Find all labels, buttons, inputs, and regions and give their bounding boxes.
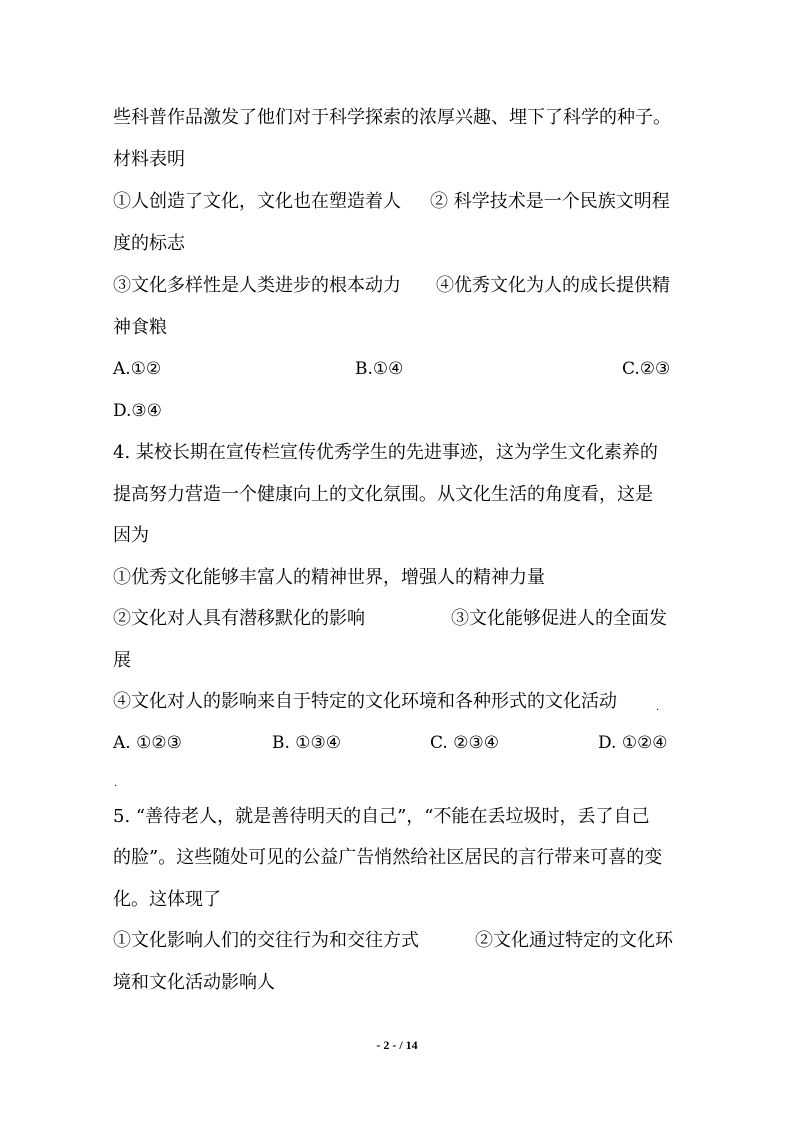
q4-choice-b[interactable]: B. ①③④ xyxy=(272,733,342,753)
q5-option-1: ①文化影响人们的交往行为和交往方式 xyxy=(113,930,419,951)
q3-choice-a[interactable]: A.①② xyxy=(113,359,162,379)
q4-choice-a[interactable]: A. ①②③ xyxy=(113,733,182,753)
q4-option-1: ①优秀文化能够丰富人的精神世界，增强人的精神力量 xyxy=(113,567,545,588)
stray-dot: . xyxy=(656,702,660,713)
q5-stem-line-3: 化。这体现了 xyxy=(113,889,221,910)
q3-choice-d[interactable]: D.③④ xyxy=(113,401,162,421)
q3-option-1: ①人创造了文化，文化也在塑造着人 xyxy=(113,191,401,212)
q4-choice-c[interactable]: C. ②③④ xyxy=(430,733,499,753)
q3-option-2: ② 科学技术是一个民族文明程 xyxy=(430,191,670,212)
q4-option-4: ④文化对人的影响来自于特定的文化环境和各种形式的文化活动 xyxy=(113,691,617,712)
page-number: - 2 - / 14 xyxy=(376,1038,418,1052)
q4-option-3: ③文化能够促进人的全面发 xyxy=(451,608,667,629)
q3-option-2-cont: 度的标志 xyxy=(113,233,185,254)
q3-material-end: 些科普作品激发了他们对于科学探索的浓厚兴趣、埋下了科学的种子。 xyxy=(113,107,671,128)
q3-option-4: ④优秀文化为人的成长提供精 xyxy=(436,275,670,296)
q4-stem-line-3: 因为 xyxy=(113,525,149,546)
q5-stem-line-2: 的脸”。这些随处可见的公益广告悄然给社区居民的言行带来可喜的变 xyxy=(113,847,663,868)
q3-choice-b[interactable]: B.①④ xyxy=(355,359,404,379)
q4-stem-line-1: 4. 某校长期在宣传栏宣传优秀学生的先进事迹，这为学生文化素养的 xyxy=(113,442,658,463)
q5-stem-line-1: 5. “善待老人，就是善待明天的自己”，“不能在丢垃圾时，丢了自己 xyxy=(113,806,650,827)
q5-option-2: ②文化通过特定的文化环 xyxy=(475,930,673,951)
q3-option-4-cont: 神食粮 xyxy=(113,317,167,338)
q4-choice-d[interactable]: D. ①②④ xyxy=(598,733,668,753)
q5-option-2-cont: 境和文化活动影响人 xyxy=(113,972,275,993)
stray-dot-2: . xyxy=(114,778,118,789)
q3-choice-c[interactable]: C.②③ xyxy=(622,359,671,379)
q4-option-3-cont: 展 xyxy=(113,650,131,671)
q3-option-3: ③文化多样性是人类进步的根本动力 xyxy=(113,275,401,296)
q4-option-2: ②文化对人具有潜移默化的影响 xyxy=(113,608,365,629)
q4-stem-line-2: 提高努力营造一个健康向上的文化氛围。从文化生活的角度看，这是 xyxy=(113,484,653,505)
q3-stem: 材料表明 xyxy=(113,149,185,170)
